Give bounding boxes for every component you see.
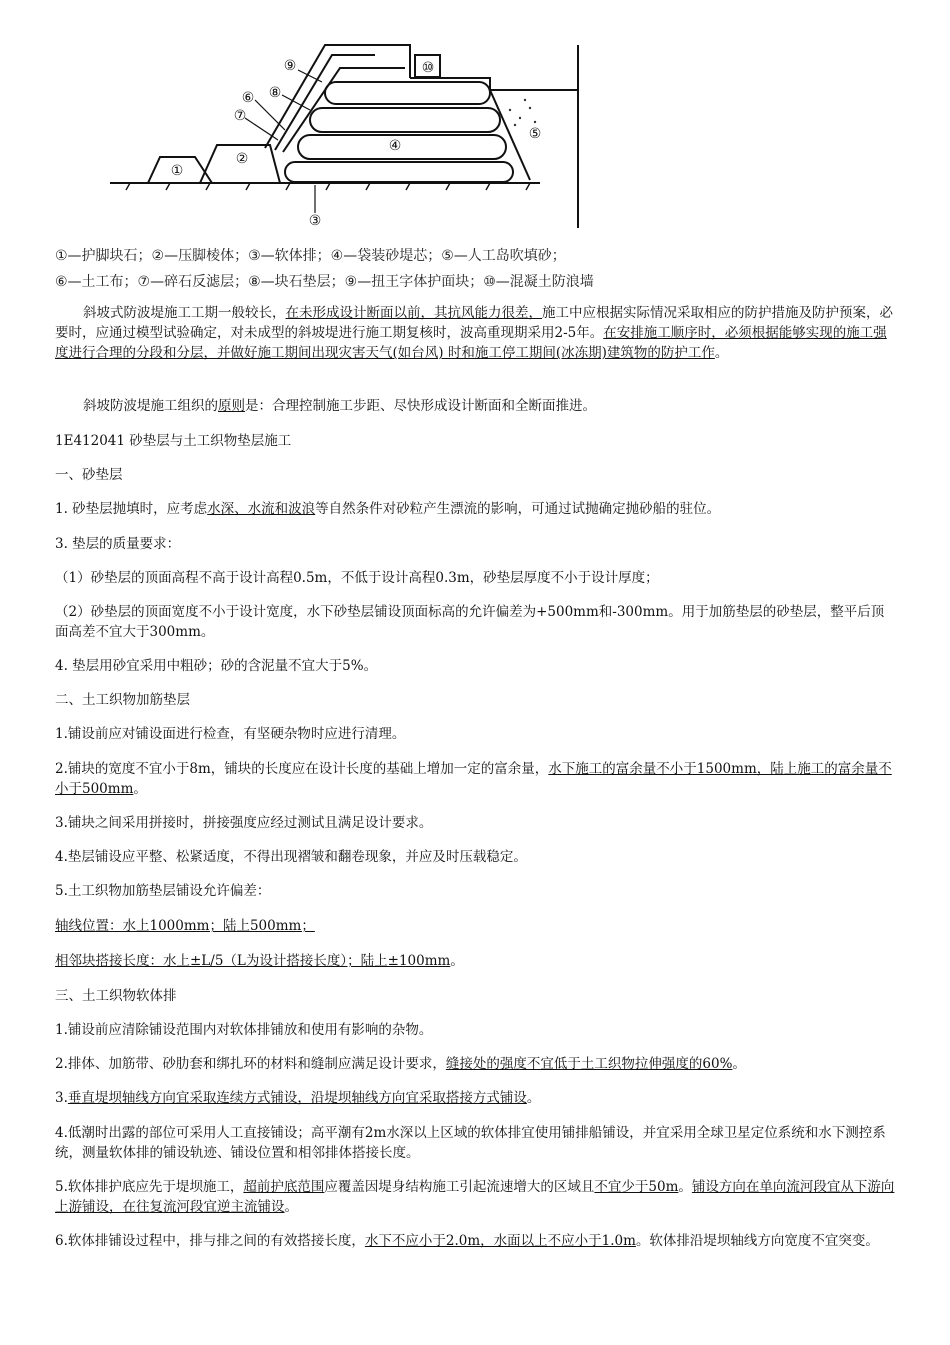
heading-sand-cushion: 一、砂垫层 [55, 467, 123, 483]
s1-item-3-1: （1）砂垫层的顶面高程不高于设计高程0.5m，不低于设计高程0.3m，砂垫层厚度不小于设计厚度； [55, 570, 659, 586]
s1-item-3: 3. 垫层的质量要求： [55, 536, 181, 552]
sand-bag-row-1 [325, 82, 490, 104]
s2-item-2: 2.铺块的宽度不宜小于8m，铺块的长度应在设计长度的基础上增加一定的富余量，水下施工的富余量不小于1500mm，陆上施工的富余量不小于500mm。 [55, 761, 892, 797]
s3-item-1: 1.铺设前应清除铺设范围内对软体排铺放和使用有影响的杂物。 [55, 1022, 433, 1038]
label-5: ⑤ [528, 126, 542, 142]
s2-tolerance-overlap: 相邻块搭接长度：水上±L/5（L为设计搭接长度）；陆上±100mm。 [55, 953, 464, 969]
s2-item-3: 3.铺块之间采用拼接时，拼接强度应经过测试且满足设计要求。 [55, 815, 433, 831]
s2-tolerance-axis: 轴线位置：水上1000mm；陆上500mm； [55, 918, 315, 934]
label-9: ⑨ [283, 58, 297, 74]
figure-legend-line-1: ①—护脚块石；②—压脚棱体；③—软体排；④—袋装砂堤芯；⑤—人工岛吹填砂； [55, 248, 566, 264]
s3-item-3: 3.垂直堤坝轴线方向宜采取连续方式铺设，沿堤坝轴线方向宜采取搭接方式铺设。 [55, 1090, 541, 1106]
label-4: ④ [388, 138, 402, 154]
s1-item-4: 4. 垫层用砂宜采用中粗砂；砂的含泥量不宜大于5%。 [55, 658, 378, 674]
s3-item-4: 4.低潮时出露的部位可采用人工直接铺设；高平潮有2m水深以上区域的软体排宜使用铺排船铺设，并宜采用全球卫星定位系统和水下测控系统，测量软体排的铺设轨迹、铺设位置和相邻排体搭接长度。 [55, 1125, 886, 1161]
s1-item-3-2: （2）砂垫层的顶面宽度不小于设计宽度，水下砂垫层铺设顶面标高的允许偏差为+500mm和-300mm。用于加筋垫层的砂垫层，整平后顶面高差不宜大于300mm。 [55, 604, 885, 640]
crest-outline [410, 78, 578, 90]
sand-bag-row-2 [310, 108, 500, 132]
label-8: ⑧ [268, 85, 282, 101]
label-10: ⑩ [421, 60, 435, 76]
s2-item-1: 1.铺设前应对铺设面进行检查，有坚硬杂物时应进行清理。 [55, 726, 406, 742]
s3-item-6: 6.软体排铺设过程中，排与排之间的有效搭接长度，水下不应小于2.0m，水面以上不应小于1.0m。软体排沿堤坝轴线方向宽度不宜突变。 [55, 1233, 879, 1249]
s2-item-4: 4.垫层铺设应平整、松紧适度，不得出现褶皱和翻卷现象，并应及时压载稳定。 [55, 849, 527, 865]
paragraph-construction-period: 斜坡式防波堤施工工期一般较长，在未形成设计断面以前，其抗风能力很差，施工中应根据实际情况采取相应的防护措施及防护预案，必要时，应通过模型试验确定，对未成型的斜坡堤进行施工期复核时，波高重现期采用2-5年。在安排施工顺序时，必须根据能够实现的施工强度进行合理的分段和分层，并做好施工期间出现灾害天气(如台风) 时和施工停工期间(冰冻期)建筑物的防护工作。 [55, 305, 893, 361]
label-1: ① [170, 163, 184, 179]
sand-bag-row-3 [298, 135, 506, 159]
label-3: ③ [308, 213, 322, 229]
heading-geotextile-mattress: 三、土工织物软体排 [55, 988, 177, 1004]
fill-sand-texture [509, 99, 536, 126]
figure-legend-line-2: ⑥—土工布；⑦—碎石反滤层；⑧—块石垫层；⑨—扭王字体护面块；⑩—混凝土防浪墙 [55, 274, 594, 290]
sand-bag-row-4 [285, 162, 513, 182]
s3-item-5: 5.软体排护底应先于堤坝施工，超前护底范围应覆盖因堤身结构施工引起流速增大的区域且不宜少于50m。铺设方向在单向流河段宜从下游向上游铺设，在往复流河段宜逆主流铺设。 [55, 1179, 895, 1215]
s2-item-5: 5.土工织物加筋垫层铺设允许偏差： [55, 883, 271, 899]
heading-geotextile-cushion: 二、土工织物加筋垫层 [55, 692, 190, 708]
paragraph-organization-principle: 斜坡防波堤施工组织的原则是：合理控制施工步距、尽快形成设计断面和全断面推进。 [83, 398, 596, 414]
label-7: ⑦ [233, 108, 247, 124]
s3-item-2: 2.排体、加筋带、砂肋套和绑扎环的材料和缝制应满足设计要求，缝接处的强度不宜低于土工织物拉伸强度的60%。 [55, 1056, 746, 1072]
label-2: ② [235, 151, 249, 167]
label-6: ⑥ [241, 90, 255, 106]
s1-item-1: 1. 砂垫层抛填时，应考虑水深、水流和波浪等自然条件对砂粒产生漂流的影响，可通过试抛确定抛砂船的驻位。 [55, 501, 721, 517]
breakwater-cross-section-diagram [60, 30, 620, 260]
section-title: 1E412041 砂垫层与土工织物垫层施工 [55, 433, 292, 449]
